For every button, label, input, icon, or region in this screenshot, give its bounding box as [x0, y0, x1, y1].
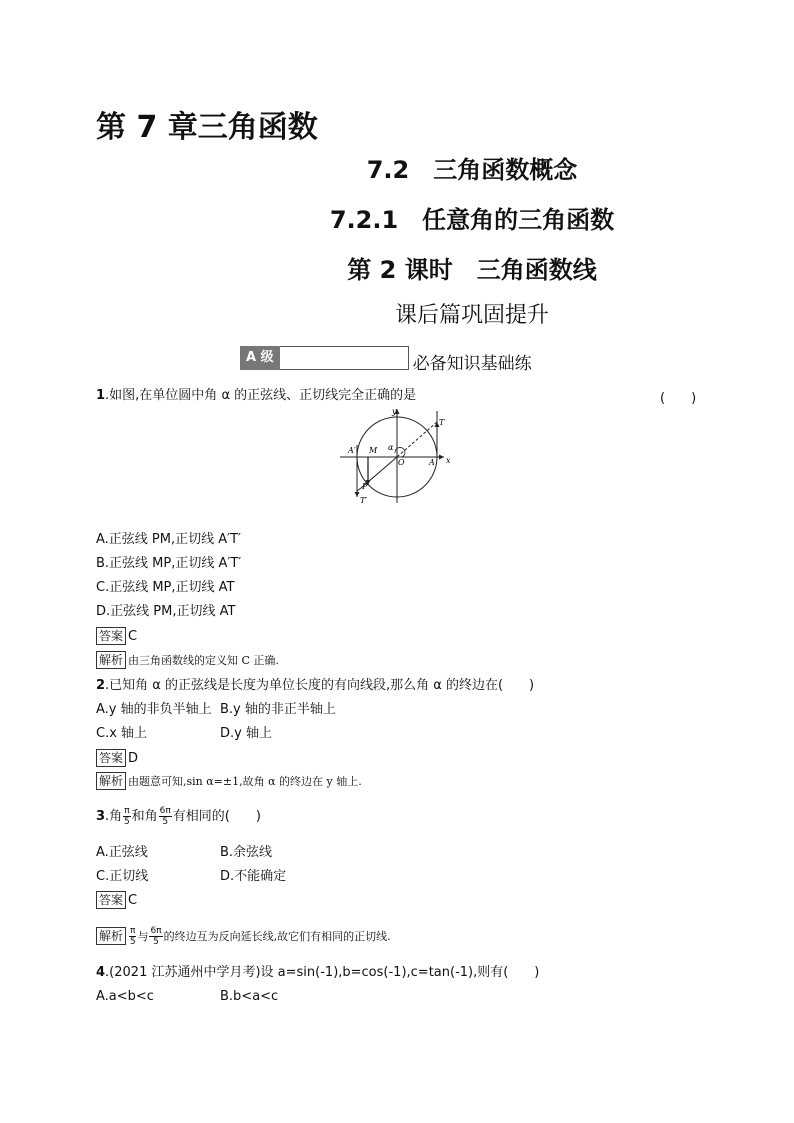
question-number: 3 — [96, 809, 106, 824]
question-text: .(2021 江苏通州中学月考)设 a=sin(-1),b=cos(-1),c=tan(-1),则有( ) — [105, 965, 540, 980]
question-number: 4 — [96, 965, 106, 980]
level-box — [280, 346, 409, 370]
explain-tag: 解析 — [96, 651, 126, 669]
label-y: y — [392, 407, 397, 416]
q3-option-a: A.正弦线 — [96, 845, 148, 860]
q1-explanation — [96, 651, 279, 670]
explain-text: 的终边互为反向延长线,故它们有相同的正切线. — [163, 930, 391, 943]
q3-option-b: B.余弦线 — [220, 845, 273, 860]
level-tag: A 级 — [240, 346, 280, 370]
q2-option-c: C.x 轴上 — [96, 726, 148, 741]
subsection-title: 7.2.1 任意角的三角函数 — [329, 206, 615, 234]
question-1 — [96, 387, 416, 405]
answer-value: C — [128, 893, 138, 908]
question-text-pre: .角 — [105, 809, 123, 824]
label-alpha: α — [388, 443, 394, 452]
fraction-pi-5: $\frac{\pi}{5}$ — [124, 806, 130, 827]
question-text-post: 有相同的( ) — [172, 809, 261, 824]
q4-option-a: A.a<b<c — [96, 989, 154, 1004]
fraction-6pi-5: $\frac{6\pi}{5}$ — [150, 926, 162, 947]
answer-tag: 答案 — [96, 891, 126, 909]
question-4 — [96, 964, 539, 982]
q3-explanation — [96, 926, 391, 947]
q2-option-d: D.y 轴上 — [220, 726, 272, 741]
q1-answer — [96, 627, 137, 646]
q2-option-a: A.y 轴的非负半轴上 — [96, 702, 212, 717]
q3-option-c: C.正切线 — [96, 869, 149, 884]
question-text: .如图,在单位圆中角 α 的正弦线、正切线完全正确的是 — [105, 388, 417, 403]
section-title: 7.2 三角函数概念 — [366, 156, 578, 184]
fraction-6pi-5: $\frac{6\pi}{5}$ — [159, 806, 171, 827]
question-text-mid: 和角 — [131, 809, 158, 824]
explain-text-mid: 与 — [137, 930, 149, 943]
label-m: M — [369, 446, 378, 455]
lesson-title: 第 2 课时 三角函数线 — [347, 256, 597, 284]
unit-circle-figure — [340, 405, 460, 505]
chapter-title: 第 7 章三角函数 — [96, 110, 318, 145]
answer-value: C — [128, 629, 138, 644]
level-text: 必备知识基础练 — [412, 354, 532, 374]
part-title: 课后篇巩固提升 — [394, 303, 549, 328]
q1-option-b: B.正弦线 MP,正切线 A′T′ — [96, 556, 242, 571]
q2-explanation — [96, 772, 362, 791]
q2-option-b: B.y 轴的非正半轴上 — [220, 702, 336, 717]
q2-answer — [96, 749, 138, 768]
label-a: A — [429, 458, 435, 467]
question-number: 2 — [96, 678, 106, 693]
level-banner — [240, 344, 532, 374]
question-3 — [96, 806, 261, 827]
question-text: .已知角 α 的正弦线是长度为单位长度的有向线段,那么角 α 的终边在( ) — [105, 678, 535, 693]
q1-option-c: C.正弦线 MP,正切线 AT — [96, 580, 235, 595]
explain-text: 由题意可知,sin α=±1,故角 α 的终边在 y 轴上. — [128, 775, 362, 788]
q3-answer — [96, 891, 137, 910]
fraction-pi-5: $\frac{\pi}{5}$ — [129, 926, 136, 947]
answer-tag: 答案 — [96, 627, 126, 645]
label-t-prime: T′ — [360, 496, 368, 505]
q3-option-d: D.不能确定 — [220, 869, 287, 884]
explain-tag: 解析 — [96, 772, 126, 790]
explain-tag: 解析 — [96, 927, 126, 945]
label-x: x — [446, 456, 451, 465]
answer-paren: ( ) — [660, 391, 697, 406]
label-p: P — [362, 482, 368, 491]
question-2 — [96, 677, 534, 695]
answer-tag: 答案 — [96, 749, 126, 767]
q1-option-a: A.正弦线 PM,正切线 A′T′ — [96, 532, 241, 547]
label-o: O — [398, 458, 405, 467]
answer-value: D — [128, 751, 139, 766]
label-a-prime: A′ — [348, 446, 356, 455]
explain-text: 由三角函数线的定义知 C 正确. — [128, 654, 279, 667]
question-number: 1 — [96, 388, 106, 403]
q1-option-d: D.正弦线 PM,正切线 AT — [96, 604, 236, 619]
label-t: T — [439, 418, 445, 427]
q4-option-b: B.b<a<c — [220, 989, 279, 1004]
